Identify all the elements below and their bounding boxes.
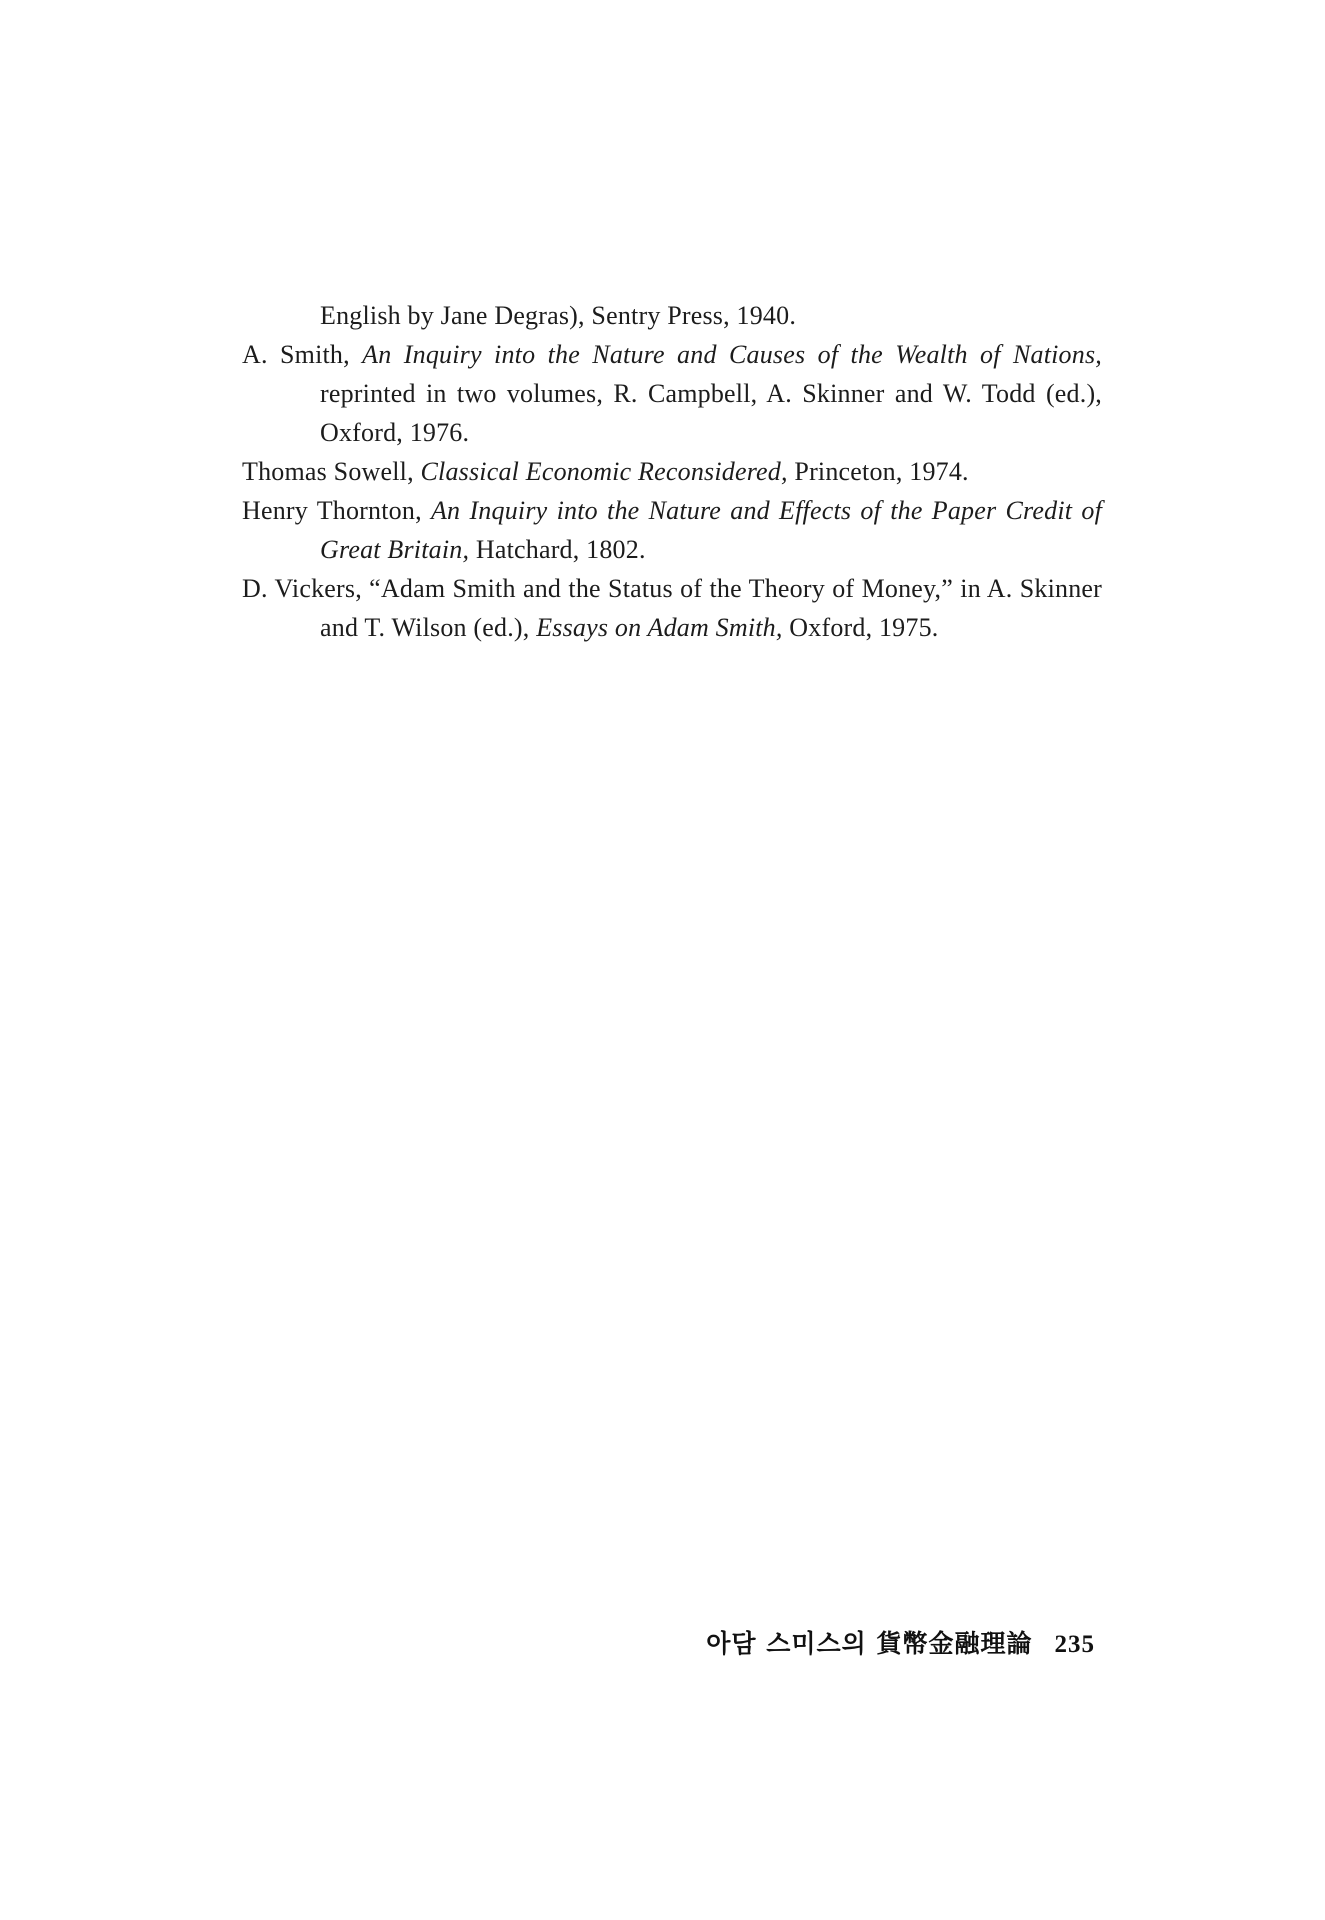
reference-text: D. Vickers, “Adam Smith and the Status of the Theory of Money,” in A. Skinner and T. Wilson (ed.), bbox=[242, 574, 1102, 642]
reference-entry bbox=[242, 491, 1102, 569]
reference-title: Essays on Adam Smith, bbox=[536, 613, 783, 642]
reference-text: Hatchard, 1802. bbox=[469, 535, 646, 564]
reference-text: Thomas Sowell, bbox=[242, 457, 421, 486]
reference-text: English by Jane Degras), Sentry Press, 1940. bbox=[320, 301, 797, 330]
reference-title: An Inquiry into the Nature and Effects of the Paper Credit of Great Britain, bbox=[320, 496, 1103, 564]
reference-entry bbox=[242, 569, 1102, 647]
reference-text: Oxford, 1975. bbox=[782, 613, 939, 642]
page-footer bbox=[706, 1624, 1095, 1660]
reference-title: An Inquiry into the Nature and Causes of the Wealth of Nations, bbox=[362, 340, 1102, 369]
reference-text: Henry Thornton, bbox=[242, 496, 431, 525]
running-title: 아담 스미스의 貨幣金融理論 bbox=[706, 1629, 1033, 1658]
reference-entry bbox=[242, 296, 1102, 335]
reference-text: reprinted in two volumes, R. Campbell, A. Skinner and W. Todd (ed.), Oxford, 1976. bbox=[320, 379, 1102, 447]
reference-title: Classical Economic Reconsidered, bbox=[420, 457, 788, 486]
reference-text: A. Smith, bbox=[242, 340, 363, 369]
reference-text: Princeton, 1974. bbox=[787, 457, 969, 486]
reference-entry bbox=[242, 452, 1102, 491]
reference-entry bbox=[242, 335, 1102, 452]
reference-list bbox=[242, 296, 1102, 647]
page-number: 235 bbox=[1054, 1631, 1095, 1658]
